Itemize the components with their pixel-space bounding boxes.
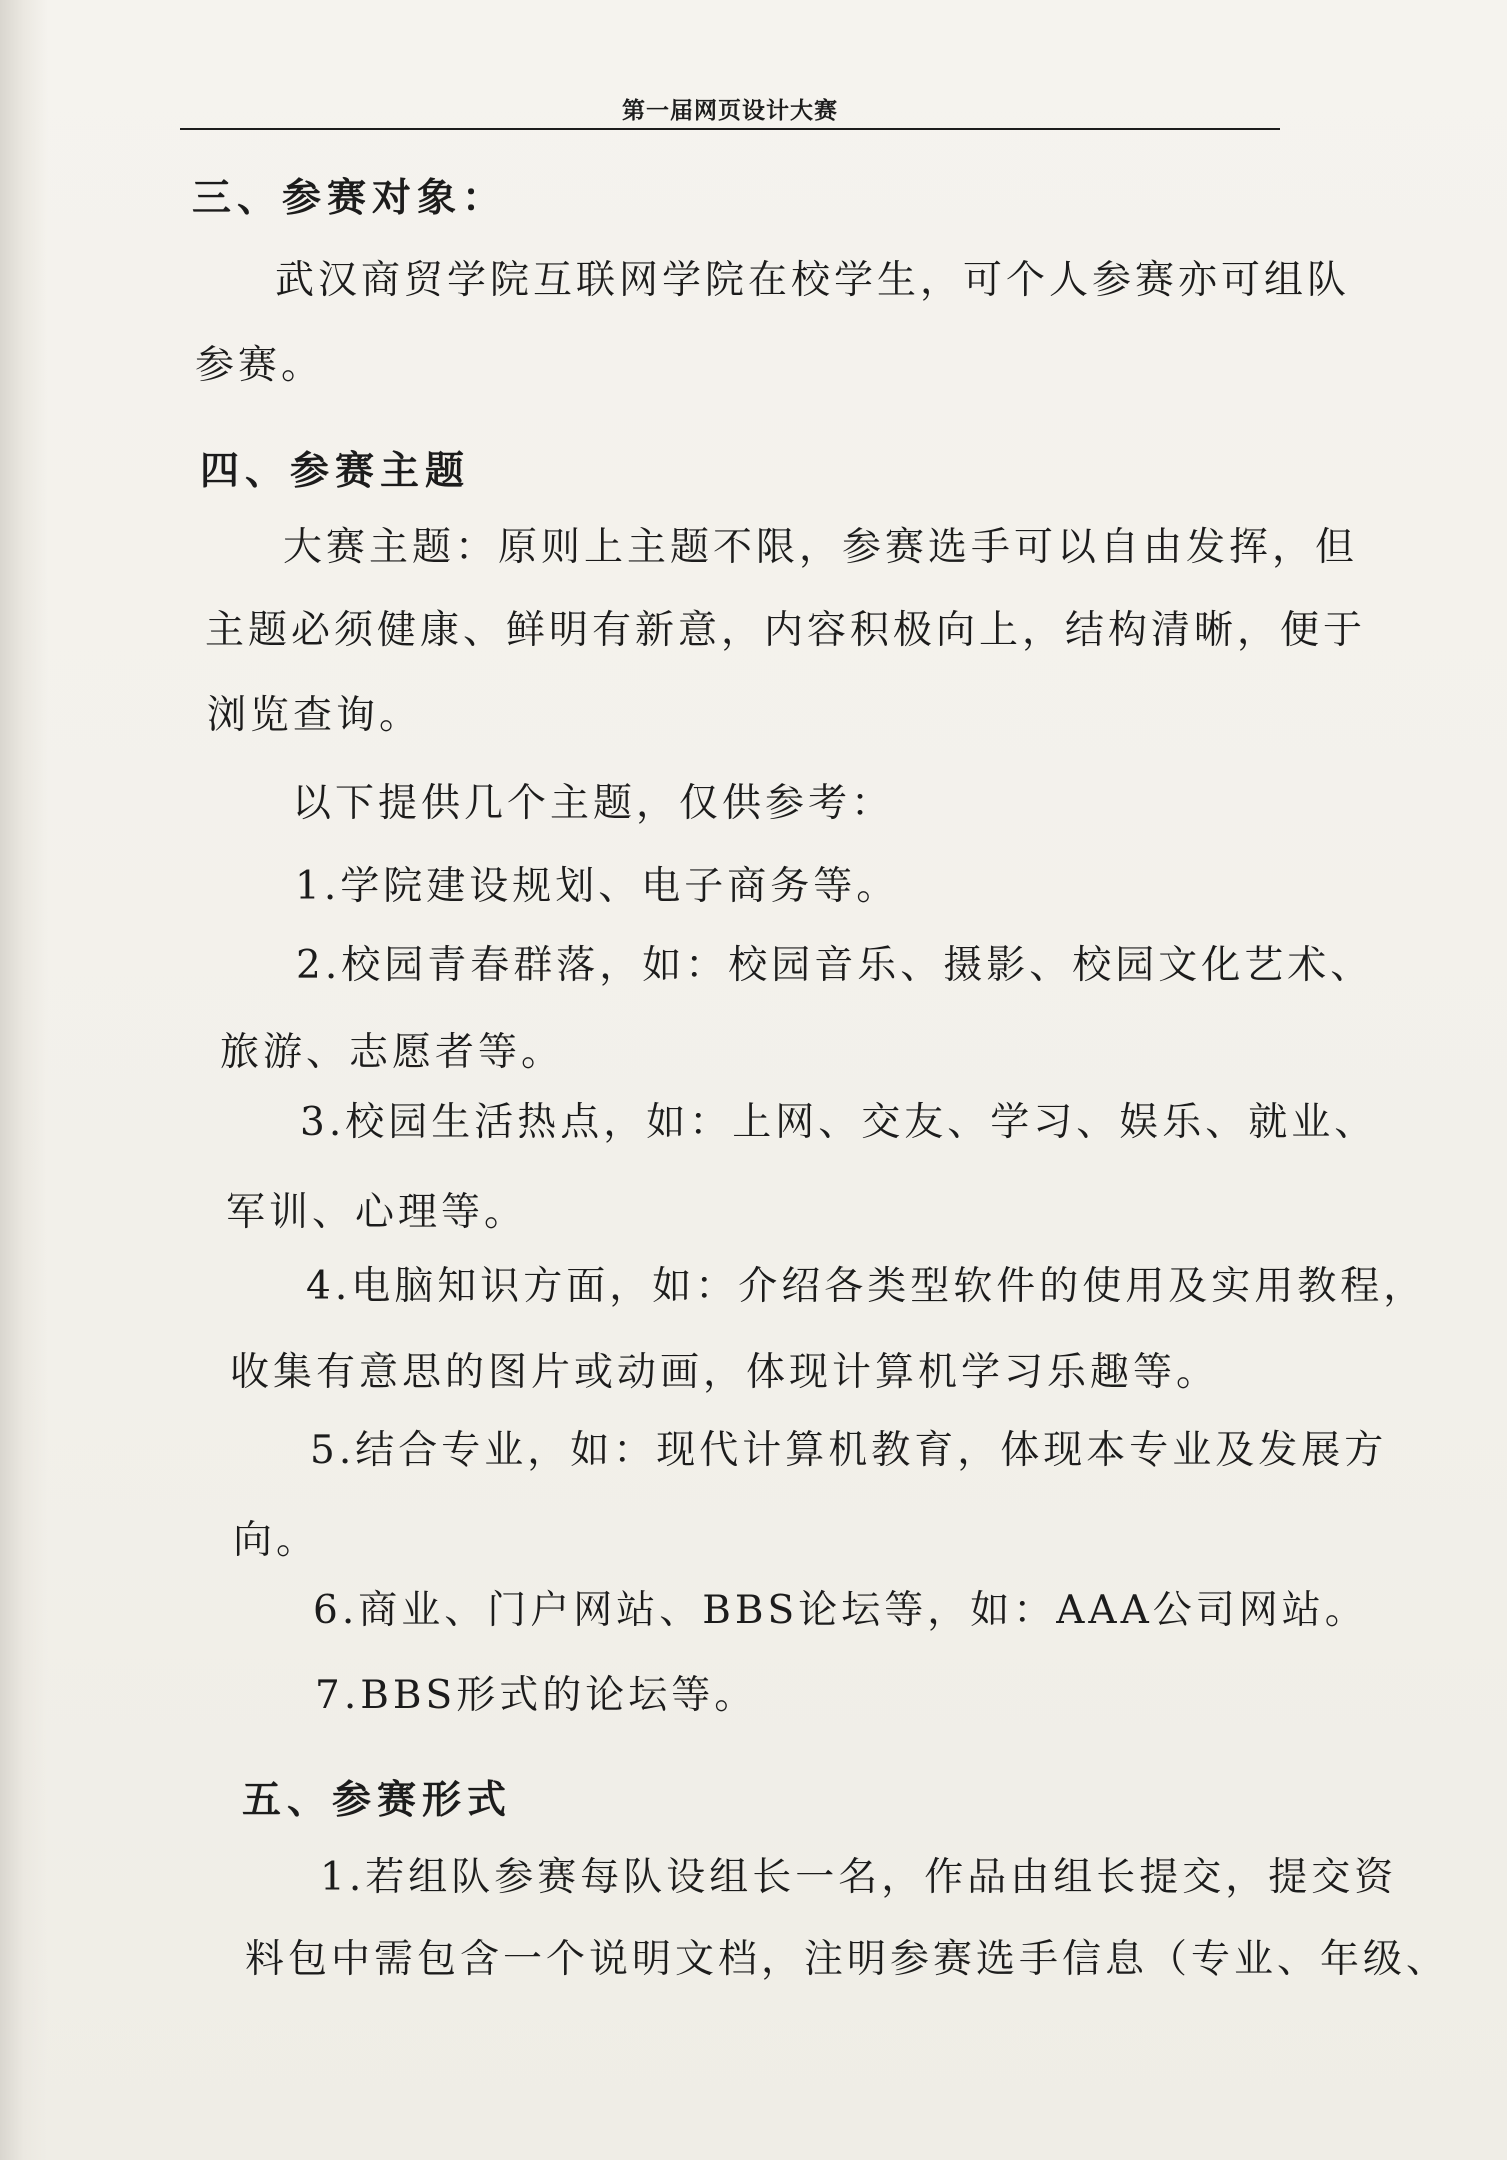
section-heading-format: 五、参赛形式 — [242, 1777, 513, 1823]
body-line: 浏览查询。 — [207, 693, 423, 738]
list-item: 5.结合专业，如：现代计算机教育，体现本专业及发展方 — [310, 1428, 1388, 1473]
list-item-continuation: 收集有意思的图片或动画，体现计算机学习乐趣等。 — [230, 1350, 1220, 1395]
body-line: 大赛主题：原则上主题不限，参赛选手可以自由发挥，但 — [283, 525, 1359, 570]
body-line: 以下提供几个主题，仅供参考： — [292, 781, 895, 826]
list-item: 6.商业、门户网站、BBS论坛等，如：AAA公司网站。 — [313, 1588, 1368, 1633]
list-item-continuation: 军训、心理等。 — [226, 1190, 528, 1235]
list-item: 2.校园青春群落，如：校园音乐、摄影、校园文化艺术、 — [296, 943, 1374, 988]
body-line: 料包中需包含一个说明文档，注明参赛选手信息（专业、年级、 — [245, 1937, 1450, 1982]
list-item: 7.BBS形式的论坛等。 — [315, 1673, 758, 1718]
header-title: 第一届网页设计大赛 — [622, 98, 838, 124]
body-line: 武汉商贸学院互联网学院在校学生，可个人参赛亦可组队 — [275, 258, 1351, 303]
body-line: 1.若组队参赛每队设组长一名，作品由组长提交，提交资 — [320, 1855, 1398, 1900]
header-rule — [180, 128, 1280, 130]
body-line: 参赛。 — [195, 343, 325, 388]
section-heading-theme: 四、参赛主题 — [200, 448, 471, 494]
body-line: 主题必须健康、鲜明有新意，内容积极向上，结构清晰，便于 — [205, 608, 1367, 653]
list-item: 1.学院建设规划、电子商务等。 — [295, 864, 900, 909]
page-header — [180, 88, 1280, 136]
list-item-continuation: 旅游、志愿者等。 — [220, 1030, 565, 1075]
list-item-continuation: 向。 — [233, 1518, 320, 1563]
section-heading-participants: 三、参赛对象： — [192, 175, 508, 221]
page-edge-shadow — [0, 0, 48, 2160]
list-item: 4.电脑知识方面，如：介绍各类型软件的使用及实用教程， — [306, 1264, 1427, 1309]
list-item: 3.校园生活热点，如：上网、交友、学习、娱乐、就业、 — [300, 1100, 1378, 1145]
